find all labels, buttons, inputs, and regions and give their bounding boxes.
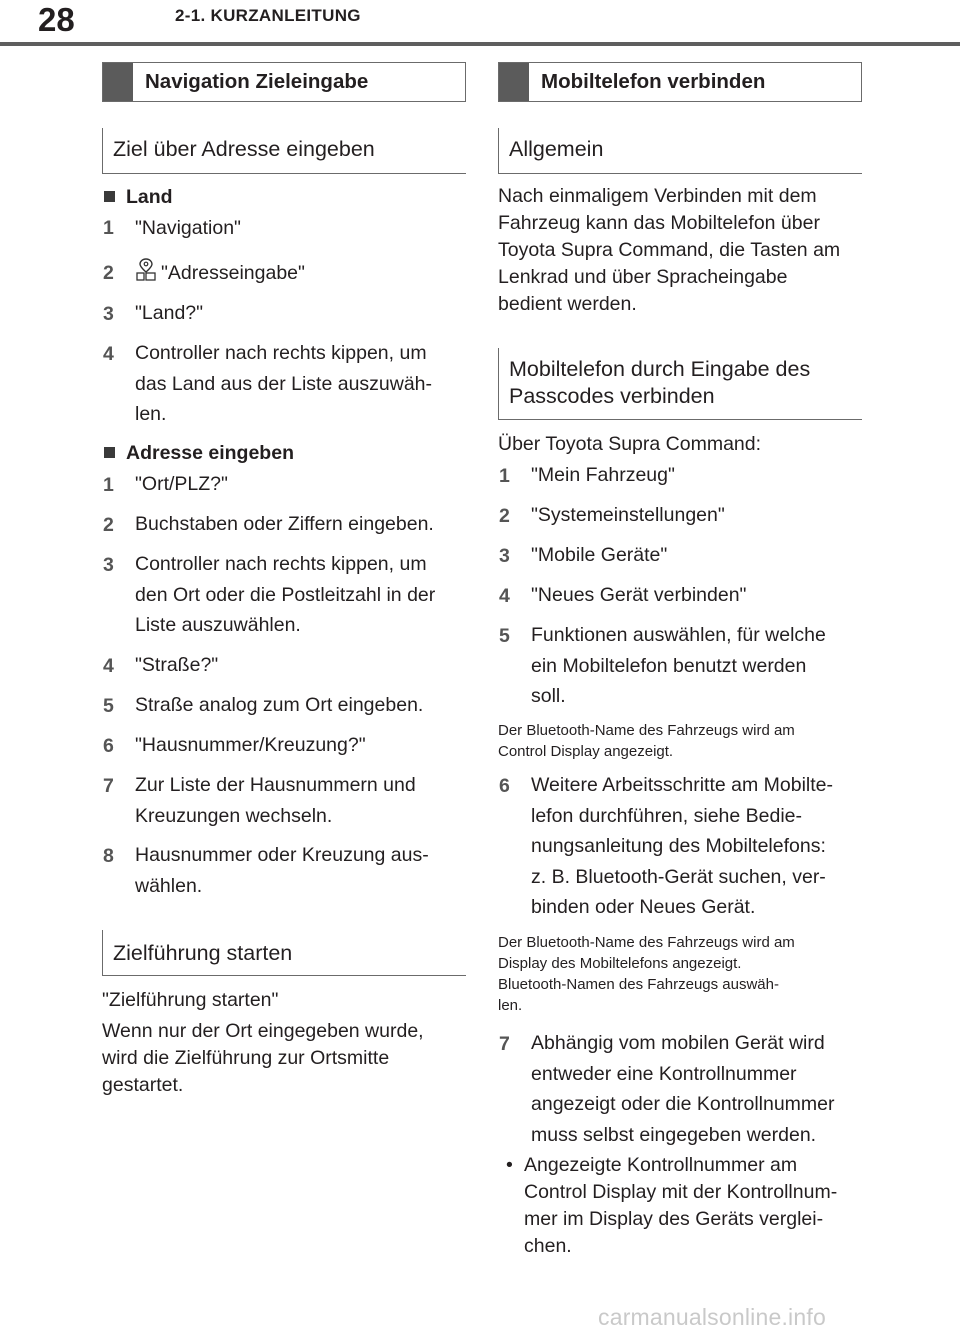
section-bar — [499, 63, 529, 101]
step-number: 8 — [103, 845, 114, 867]
step-number: 1 — [103, 474, 114, 496]
section-title: Navigation Zieleingabe — [145, 70, 369, 93]
step-number: 4 — [499, 585, 510, 607]
step-text: Buchstaben oder Ziffern eingeben. — [135, 513, 434, 535]
step-text: "Land?" — [135, 302, 204, 324]
step-text: "Neues Gerät verbinden" — [531, 584, 747, 606]
step-text: "Mobile Geräte" — [531, 544, 668, 566]
section-box-phone — [498, 62, 862, 102]
step-number: 2 — [499, 505, 510, 527]
step-text: "Ort/PLZ?" — [135, 473, 228, 495]
address-entry-icon — [135, 258, 157, 292]
page-number: 28 — [38, 1, 75, 38]
heading-land: Land — [104, 184, 173, 211]
step-text: "Mein Fahrzeug" — [531, 464, 675, 486]
step-number: 2 — [103, 262, 114, 284]
subheading-text: Allgemein — [509, 137, 604, 161]
step-text: Controller nach rechts kippen, um den Ort oder die Postleitzahl in der Liste auszuwählen. — [135, 553, 436, 636]
step-number: 1 — [499, 465, 510, 487]
square-bullet-icon — [104, 447, 115, 458]
subheading-address — [102, 128, 466, 174]
step-text: "Adresseingabe" — [135, 258, 305, 292]
subheading-text: Mobiltelefon durch Eingabe des Passcodes verbinden — [509, 357, 811, 408]
step-text: "Systemeinstellungen" — [531, 504, 725, 526]
section-bar — [103, 63, 133, 101]
square-bullet-icon — [104, 191, 115, 202]
general-paragraph: Nach einmaligem Verbinden mit dem Fahrzeug kann das Mobiltelefon über Toyota Supra Command, die Tasten am Lenkrad und über Spracheingabe bedient werden. — [498, 185, 841, 315]
note-text: Der Bluetooth-Name des Fahrzeugs wird am Display des Mobiltelefons angezeigt. Bluetooth-Namen des Fahrzeugs auswäh- len. — [498, 934, 795, 1014]
step-number: 4 — [103, 343, 114, 365]
step-text: Funktionen auswählen, für welche ein Mobiltelefon benutzt werden soll. — [531, 624, 826, 707]
route-paragraph: Wenn nur der Ort eingegeben wurde, wird die Zielführung zur Ortsmitte gestartet. — [102, 1020, 424, 1096]
step-text: Weitere Arbeitsschritte am Mobilte- lefon durchführen, siehe Bedie- nungsanleitung des Mobiltelefons: z. B. Bluetooth-Gerät suchen, ver- binden oder Neues Gerät. — [531, 774, 833, 918]
step-number: 3 — [103, 303, 114, 325]
section-box-navigation — [102, 62, 466, 102]
step-text: Controller nach rechts kippen, um das Land aus der Liste auszuwäh- len. — [135, 342, 433, 425]
step-number: 6 — [103, 735, 114, 757]
step-number: 6 — [499, 775, 510, 797]
step-text: "Straße?" — [135, 654, 219, 676]
subheading-general — [498, 128, 862, 174]
step-number: 4 — [103, 655, 114, 677]
step-number: 3 — [499, 545, 510, 567]
step-number: 7 — [499, 1033, 510, 1055]
subheading-passcode — [498, 348, 862, 420]
step-text: Zur Liste der Hausnummern und Kreuzungen wechseln. — [135, 774, 416, 827]
watermark: carmanualsonline.info — [598, 1304, 826, 1330]
heading-adresse: Adresse eingeben — [104, 440, 294, 467]
via-text: Über Toyota Supra Command: — [498, 433, 762, 455]
bullet-text: Angezeigte Kontrollnummer am Control Display mit der Kontrollnum- mer im Display des Geräts verglei- chen. — [524, 1154, 838, 1257]
step-number: 5 — [499, 625, 510, 647]
step-text: "Navigation" — [135, 217, 241, 239]
step-text: Abhängig vom mobilen Gerät wird entweder eine Kontrollnummer angezeigt oder die Kontrollnummer muss selbst eingegeben werden. — [531, 1032, 835, 1146]
route-command: "Zielführung starten" — [102, 989, 279, 1011]
section-label: 2-1. KURZANLEITUNG — [175, 6, 361, 25]
step-text: Straße analog zum Ort eingeben. — [135, 694, 424, 716]
header-rule — [0, 42, 960, 46]
step-number: 3 — [103, 554, 114, 576]
step-number: 2 — [103, 514, 114, 536]
bullet-mark: • — [506, 1154, 513, 1176]
step-text: Hausnummer oder Kreuzung aus- wählen. — [135, 844, 429, 897]
subheading-text: Ziel über Adresse eingeben — [113, 137, 375, 161]
step-number: 5 — [103, 695, 114, 717]
note-text: Der Bluetooth-Name des Fahrzeugs wird am Control Display angezeigt. — [498, 722, 795, 760]
subheading-route — [102, 930, 466, 976]
section-title: Mobiltelefon verbinden — [541, 70, 766, 93]
subheading-text: Zielführung starten — [113, 941, 293, 965]
step-number: 1 — [103, 217, 114, 239]
page-header — [0, 0, 960, 48]
step-number: 7 — [103, 775, 114, 797]
step-text: "Hausnummer/Kreuzung?" — [135, 734, 366, 756]
